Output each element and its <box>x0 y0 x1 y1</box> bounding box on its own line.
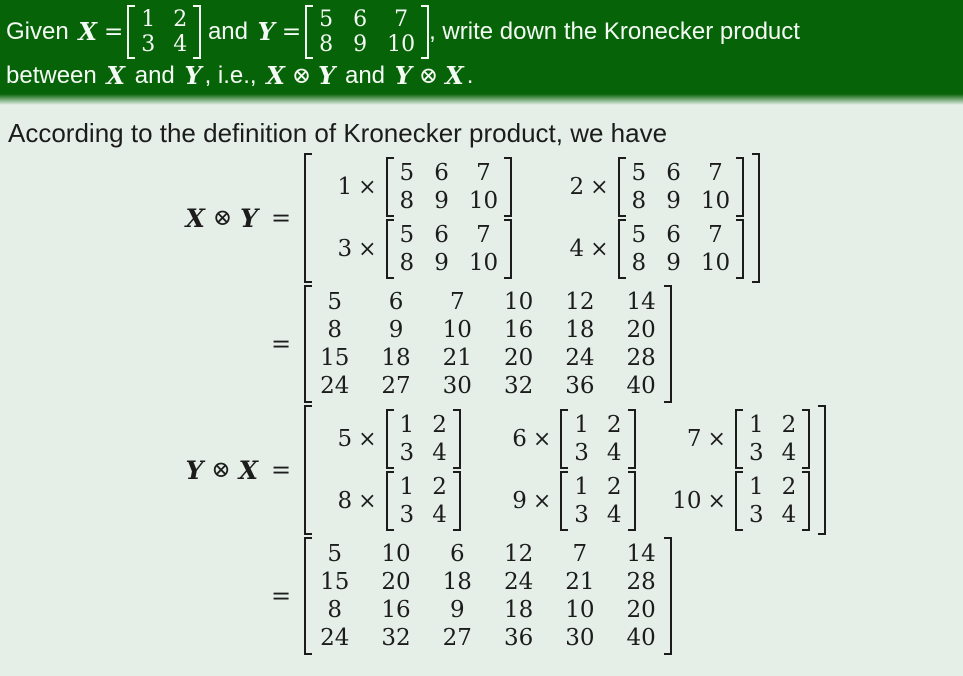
matrix-grid <box>312 537 664 655</box>
matrix-grid <box>312 285 664 403</box>
matrix-cell: 6 <box>666 160 681 186</box>
matrix-cell: 14 <box>626 541 656 567</box>
right-bracket <box>802 409 810 469</box>
header-text-after: , write down the Kronecker product <box>429 18 800 45</box>
var-x: X <box>266 61 285 90</box>
matrix-cell: 14 <box>626 289 656 315</box>
result-matrix <box>304 285 672 403</box>
times-operator: × <box>358 488 377 514</box>
var-y: Y <box>257 17 275 46</box>
matrix-cell: 2 <box>606 474 622 500</box>
matrix-cell: 10 <box>468 188 499 214</box>
matrix-grid <box>568 471 627 531</box>
matrix-grid <box>313 5 421 59</box>
matrix-cell: 1 <box>574 474 589 500</box>
matrix-cell: 36 <box>565 373 595 399</box>
matrix-cell: 9 <box>666 188 681 214</box>
times-operator: × <box>707 426 726 452</box>
term-coefficient: 6 <box>512 426 527 452</box>
matrix-cell: 5 <box>399 160 415 186</box>
header-line-1 <box>6 4 957 60</box>
matrix-cell: 4 <box>606 440 622 466</box>
matrix-cell: 8 <box>399 188 415 214</box>
var-y: Y <box>184 61 202 90</box>
right-bracket <box>736 157 744 217</box>
matrix-cell: 4 <box>432 440 447 466</box>
right-bracket <box>193 5 201 59</box>
left-bracket <box>304 405 312 535</box>
term-coefficient: 2 <box>569 174 585 200</box>
term-coefficient: 4 <box>569 236 585 262</box>
equals-sign: = <box>281 19 302 45</box>
kron-term <box>320 409 461 469</box>
matrix-cell: 8 <box>631 250 647 276</box>
matrix-cell: 18 <box>442 569 472 595</box>
matrix-cell: 5 <box>319 7 334 32</box>
matrix-cell: 1 <box>748 412 764 438</box>
right-bracket <box>421 5 429 59</box>
equals-sign: = <box>271 456 292 484</box>
header-gradient-edge <box>0 94 963 105</box>
left-bracket <box>618 219 626 279</box>
matrix-cell: 6 <box>388 289 404 315</box>
matrix <box>618 219 745 279</box>
matrix <box>386 219 513 279</box>
header-text: . <box>466 62 474 89</box>
matrix-y <box>305 5 429 59</box>
left-bracket <box>386 409 394 469</box>
matrix-cell: 12 <box>503 541 534 567</box>
left-bracket <box>560 471 568 531</box>
var-x: X <box>238 455 258 485</box>
right-bracket <box>802 471 810 531</box>
matrix-cell: 16 <box>503 317 534 343</box>
equals-sign: = <box>271 204 292 232</box>
left-bracket <box>304 153 312 283</box>
matrix-cell: 2 <box>781 474 797 500</box>
var-x: X <box>106 61 126 90</box>
matrix-grid <box>394 471 453 531</box>
matrix-cell: 8 <box>399 250 415 276</box>
matrix-cell: 5 <box>327 289 343 315</box>
var-y: Y <box>240 203 258 233</box>
term-coefficient: 7 <box>686 426 702 452</box>
otimes-operator: ⊗ <box>211 457 231 483</box>
matrix-cell: 1 <box>748 474 764 500</box>
matrix-cell: 18 <box>565 317 595 343</box>
left-bracket <box>560 409 568 469</box>
right-bracket <box>628 409 636 469</box>
otimes-operator: ⊗ <box>212 205 233 231</box>
header-line-2 <box>6 60 957 92</box>
matrix-cell: 20 <box>381 569 411 595</box>
matrix-cell: 4 <box>173 32 188 57</box>
right-bracket <box>818 405 826 535</box>
matrix <box>735 409 810 469</box>
matrix-cell: 2 <box>432 474 447 500</box>
right-bracket <box>504 219 512 279</box>
matrix-grid <box>626 219 737 279</box>
matrix-cell: 16 <box>381 597 411 623</box>
matrix-cell: 6 <box>434 160 449 186</box>
matrix-cell: 8 <box>327 317 343 343</box>
matrix-cell: 15 <box>320 569 350 595</box>
var-y: Y <box>394 61 412 90</box>
matrix <box>560 409 635 469</box>
matrix-cell: 2 <box>781 412 797 438</box>
matrix-cell: 2 <box>173 7 188 32</box>
right-bracket <box>664 537 672 655</box>
matrix-cell: 15 <box>320 345 350 371</box>
right-bracket <box>664 285 672 403</box>
matrix-cell: 24 <box>320 625 350 651</box>
matrix-cell: 20 <box>626 597 656 623</box>
left-bracket <box>735 471 743 531</box>
equals-sign: = <box>104 19 124 45</box>
matrix-cell: 3 <box>748 502 764 528</box>
times-operator: × <box>358 236 377 262</box>
matrix-cell: 28 <box>626 569 656 595</box>
matrix <box>735 471 810 531</box>
matrix-cell: 1 <box>399 474 415 500</box>
matrix-grid <box>743 471 802 531</box>
matrix-cell: 9 <box>353 32 368 57</box>
kron-term <box>320 157 512 217</box>
matrix-cell: 30 <box>442 373 472 399</box>
times-operator: × <box>358 426 377 452</box>
matrix-cell: 21 <box>565 569 595 595</box>
var-y: Y <box>318 61 336 90</box>
equals-sign: = <box>271 582 292 610</box>
matrix-cell: 21 <box>442 345 472 371</box>
equation-x-kron-y-result <box>158 285 963 403</box>
times-operator: × <box>358 174 377 200</box>
right-bracket <box>453 471 461 531</box>
matrix-cell: 9 <box>666 250 681 276</box>
term-coefficient: 9 <box>512 488 527 514</box>
kron-term <box>552 157 744 217</box>
matrix-cell: 7 <box>708 160 723 186</box>
matrix-grid <box>394 409 453 469</box>
matrix-cell: 40 <box>626 373 656 399</box>
matrix-cell: 1 <box>574 412 589 438</box>
matrix-cell: 4 <box>432 502 447 528</box>
left-bracket <box>386 471 394 531</box>
matrix-cell: 1 <box>399 412 415 438</box>
matrix-cell: 6 <box>353 7 368 32</box>
equation-lhs <box>158 456 258 485</box>
matrix-cell: 2 <box>606 412 622 438</box>
header-text: and <box>134 62 175 89</box>
times-operator: × <box>532 488 552 514</box>
matrix-grid <box>626 157 737 217</box>
term-coefficient: 8 <box>337 488 353 514</box>
otimes-operator: ⊗ <box>418 63 439 89</box>
left-bracket <box>304 285 312 403</box>
matrix-cell: 28 <box>626 345 656 371</box>
matrix-cell: 7 <box>394 7 409 32</box>
matrix-grid <box>394 219 505 279</box>
matrix-cell: 5 <box>327 541 343 567</box>
result-matrix <box>304 537 672 655</box>
var-x: X <box>78 17 97 46</box>
matrix-cell: 36 <box>503 625 534 651</box>
question-header <box>0 0 963 94</box>
matrix-cell: 9 <box>388 317 404 343</box>
matrix-cell: 4 <box>781 440 797 466</box>
matrix-grid <box>743 409 802 469</box>
matrix-cell: 7 <box>476 160 491 186</box>
right-bracket <box>504 157 512 217</box>
matrix-cell: 5 <box>631 160 647 186</box>
header-text: and <box>344 62 386 89</box>
matrix-cell: 7 <box>476 222 491 248</box>
matrix-cell: 9 <box>434 188 449 214</box>
matrix-grid <box>135 5 193 59</box>
times-operator: × <box>590 236 609 262</box>
term-coefficient: 10 <box>672 488 702 514</box>
equation-lhs <box>158 204 258 233</box>
matrix-cell: 10 <box>565 597 595 623</box>
equation-y-kron-x <box>158 405 963 535</box>
equation-y-kron-x-result <box>158 537 963 655</box>
kron-term <box>495 471 636 531</box>
matrix-cell: 7 <box>449 289 465 315</box>
matrix-cell: 32 <box>381 625 411 651</box>
matrix-cell: 10 <box>503 289 534 315</box>
matrix-cell: 4 <box>606 502 622 528</box>
left-bracket <box>386 157 394 217</box>
terms-grid <box>312 405 818 535</box>
matrix-cell: 40 <box>626 625 656 651</box>
outer-matrix <box>304 153 760 283</box>
matrix-cell: 3 <box>399 502 415 528</box>
answer-body <box>0 117 963 655</box>
left-bracket <box>735 409 743 469</box>
matrix-cell: 12 <box>565 289 595 315</box>
matrix-cell: 10 <box>381 541 411 567</box>
left-bracket <box>618 157 626 217</box>
matrix-cell: 10 <box>700 250 731 276</box>
var-y: Y <box>185 455 204 485</box>
matrix-cell: 5 <box>399 222 415 248</box>
header-text: between <box>6 62 97 89</box>
matrix-cell: 7 <box>572 541 588 567</box>
kron-term <box>670 409 811 469</box>
kron-term <box>552 219 744 279</box>
matrix-cell: 4 <box>781 502 797 528</box>
left-bracket <box>127 5 135 59</box>
left-bracket <box>305 5 313 59</box>
matrix-cell: 10 <box>700 188 731 214</box>
left-bracket <box>386 219 394 279</box>
matrix-cell: 9 <box>449 597 465 623</box>
matrix-x <box>127 5 201 59</box>
kron-term <box>670 471 811 531</box>
equals-sign: = <box>271 330 292 358</box>
matrix-cell: 24 <box>565 345 595 371</box>
terms-grid <box>312 153 752 283</box>
matrix <box>618 157 745 217</box>
right-bracket <box>453 409 461 469</box>
times-operator: × <box>532 426 552 452</box>
matrix-cell: 3 <box>574 502 589 528</box>
matrix <box>386 409 461 469</box>
matrix-cell: 24 <box>320 373 350 399</box>
matrix-cell: 27 <box>442 625 472 651</box>
matrix-grid <box>394 157 505 217</box>
matrix-cell: 1 <box>141 7 156 32</box>
matrix-cell: 3 <box>574 440 589 466</box>
matrix-cell: 32 <box>503 373 534 399</box>
matrix <box>560 471 635 531</box>
matrix-cell: 8 <box>327 597 343 623</box>
right-bracket <box>736 219 744 279</box>
matrix-cell: 20 <box>503 345 534 371</box>
term-coefficient: 1 <box>337 174 353 200</box>
matrix-cell: 6 <box>449 541 465 567</box>
matrix-cell: 8 <box>631 188 647 214</box>
matrix-cell: 7 <box>708 222 723 248</box>
right-bracket <box>628 471 636 531</box>
var-x: X <box>185 203 205 233</box>
matrix-cell: 3 <box>399 440 415 466</box>
times-operator: × <box>590 174 609 200</box>
term-coefficient: 3 <box>337 236 353 262</box>
matrix-cell: 10 <box>468 250 499 276</box>
matrix-cell: 24 <box>503 569 534 595</box>
matrix-cell: 20 <box>626 317 656 343</box>
header-text-and: and <box>207 18 248 45</box>
matrix-cell: 3 <box>748 440 764 466</box>
matrix-cell: 6 <box>434 222 449 248</box>
left-bracket <box>304 537 312 655</box>
term-coefficient: 5 <box>337 426 353 452</box>
header-text-given: Given <box>6 18 69 45</box>
matrix <box>386 157 513 217</box>
intro-text: According to the definition of Kronecker product, we have <box>8 118 668 148</box>
matrix-cell: 18 <box>381 345 411 371</box>
matrix-cell: 10 <box>387 32 416 57</box>
matrix-cell: 10 <box>442 317 472 343</box>
matrix-cell: 5 <box>631 222 647 248</box>
header-text: , i.e., <box>204 62 264 89</box>
kron-term <box>320 219 512 279</box>
var-x: X <box>445 61 464 90</box>
kron-term <box>320 471 461 531</box>
times-operator: × <box>707 488 726 514</box>
matrix <box>386 471 461 531</box>
matrix-cell: 2 <box>432 412 447 438</box>
matrix-cell: 27 <box>381 373 411 399</box>
equation-x-kron-y <box>158 153 963 283</box>
matrix-grid <box>568 409 627 469</box>
matrix-cell: 30 <box>565 625 595 651</box>
matrix-cell: 6 <box>666 222 681 248</box>
matrix-cell: 3 <box>141 32 156 57</box>
otimes-operator: ⊗ <box>291 63 312 89</box>
outer-matrix <box>304 405 826 535</box>
matrix-cell: 8 <box>319 32 334 57</box>
right-bracket <box>752 153 760 283</box>
kron-term <box>495 409 636 469</box>
matrix-cell: 9 <box>434 250 449 276</box>
matrix-cell: 18 <box>503 597 534 623</box>
